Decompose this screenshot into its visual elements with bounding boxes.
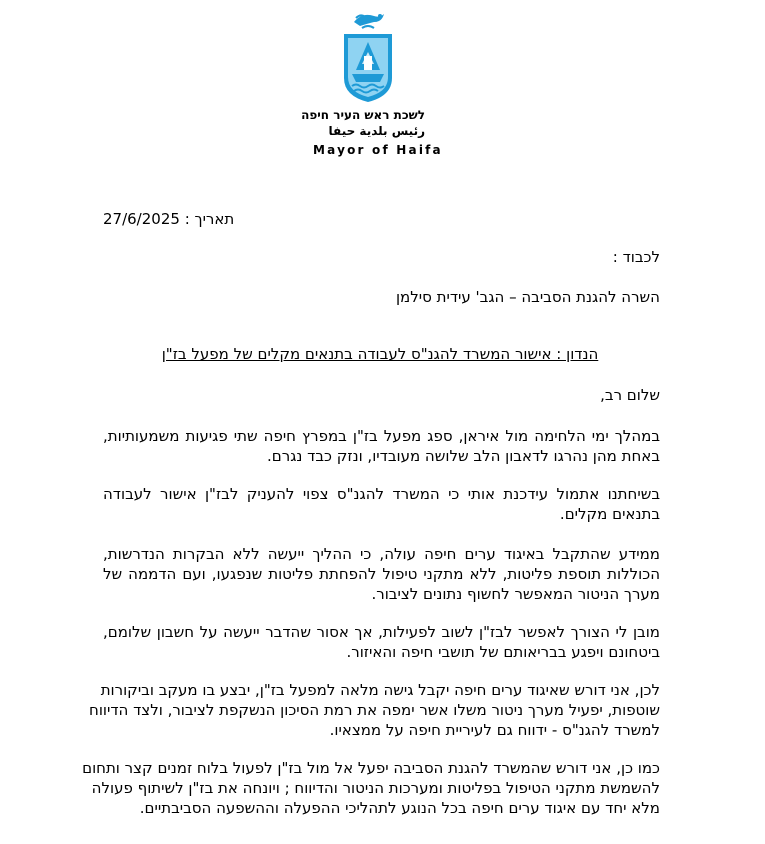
greeting: שלום רב, bbox=[600, 386, 660, 404]
paragraph-line: ביטחונם ויפגע בבריאותם של תושבי חיפה והאיזור. bbox=[346, 643, 660, 661]
paragraph-line: למשרד להגנ"ס - ידווח גם לעיריית חיפה על ממצאיו. bbox=[329, 721, 660, 739]
paragraph-line: באחת מהן נהרגו לדאבון הלב שלושה מעובדיו, ונזק כבד נגרם. bbox=[267, 447, 660, 465]
paragraph-line: לכן, אני דורש שאיגוד ערים חיפה יקבל גישה מלאה למפעל בז"ן, יבצע בו מעקב וביקורות bbox=[100, 681, 660, 699]
to-label: לכבוד : bbox=[612, 248, 660, 266]
subject-line: הנדון : אישור המשרד להגנ"ס לעבודה בתנאים מקלים של מפעל בז"ן bbox=[161, 345, 599, 363]
office-title-arabic: رئيس بلدية حيفا bbox=[328, 124, 425, 138]
office-title-english: Mayor of Haifa bbox=[313, 143, 443, 157]
paragraph-line: בתנאים מקלים. bbox=[559, 505, 660, 523]
paragraph-3 bbox=[103, 544, 660, 604]
date-value: 27/6/2025 bbox=[103, 210, 180, 228]
paragraph-line: הכוללות תוספת פליטות, ללא מתקני טיפול להפחתת פליטות שנפגעו, ועם הדממה של bbox=[103, 565, 660, 583]
letterhead bbox=[300, 8, 450, 158]
paragraph-line: להשמשת מתקני הטיפול בפליטות ומערכות הניטור והדיווח ; ויונחה את בז"ן לשיתוף פעולה bbox=[91, 779, 660, 797]
date-label: תאריך : bbox=[184, 210, 235, 228]
paragraph-line: בשיחתנו אתמול עידכנת אותי כי המשרד להגנ"ס צפוי להעניק לבז"ן אישור לעבודה bbox=[103, 485, 660, 503]
paragraph-line: מערך הניטור המאפשר לחשוף נתונים לציבור. bbox=[371, 585, 660, 603]
office-title-hebrew: לשכת ראש העיר חיפה bbox=[301, 108, 425, 122]
paragraph-line: שוטפות, יפעיל מערך ניטור משלו אשר ימפה את רמת הסיכון הנשקפת לציבור, ולצד הדיווח bbox=[89, 701, 660, 719]
paragraph-4 bbox=[103, 622, 660, 662]
paragraph-line: כמו כן, אני דורש שהמשרד להגנת הסביבה יפעל אל מול בז"ן לפעול בלוח זמנים קצר ותחום bbox=[82, 759, 660, 777]
paragraph-line: מלא יחד עם איגוד ערים חיפה בכל הנוגע לתהליכי ההפעלה וההשפעה הסביבתיים. bbox=[139, 799, 660, 817]
paragraph-2 bbox=[103, 484, 660, 524]
haifa-emblem-icon bbox=[340, 8, 396, 104]
paragraph-line: במהלך ימי הלחימה מול איראן, ספג מפעל בז"ן במפרץ חיפה שתי פגיעות משמעותיות, bbox=[103, 427, 660, 445]
paragraph-line: ממידע שהתקבל באיגוד ערים חיפה עולה, כי ההליך ייעשה ללא הבקרות הנדרשות, bbox=[103, 545, 660, 563]
date-row bbox=[103, 210, 234, 228]
recipient: השרה להגנת הסביבה – הגב' עידית סילמן bbox=[395, 288, 660, 306]
paragraph-line: מובן לי הצורך לאפשר לבז"ן לשוב לפעילות, אך אסור שהדבר ייעשה על חשבון שלומם, bbox=[103, 623, 660, 641]
paragraph-5 bbox=[89, 680, 660, 740]
paragraph-6 bbox=[82, 758, 660, 818]
paragraph-1 bbox=[103, 426, 660, 466]
